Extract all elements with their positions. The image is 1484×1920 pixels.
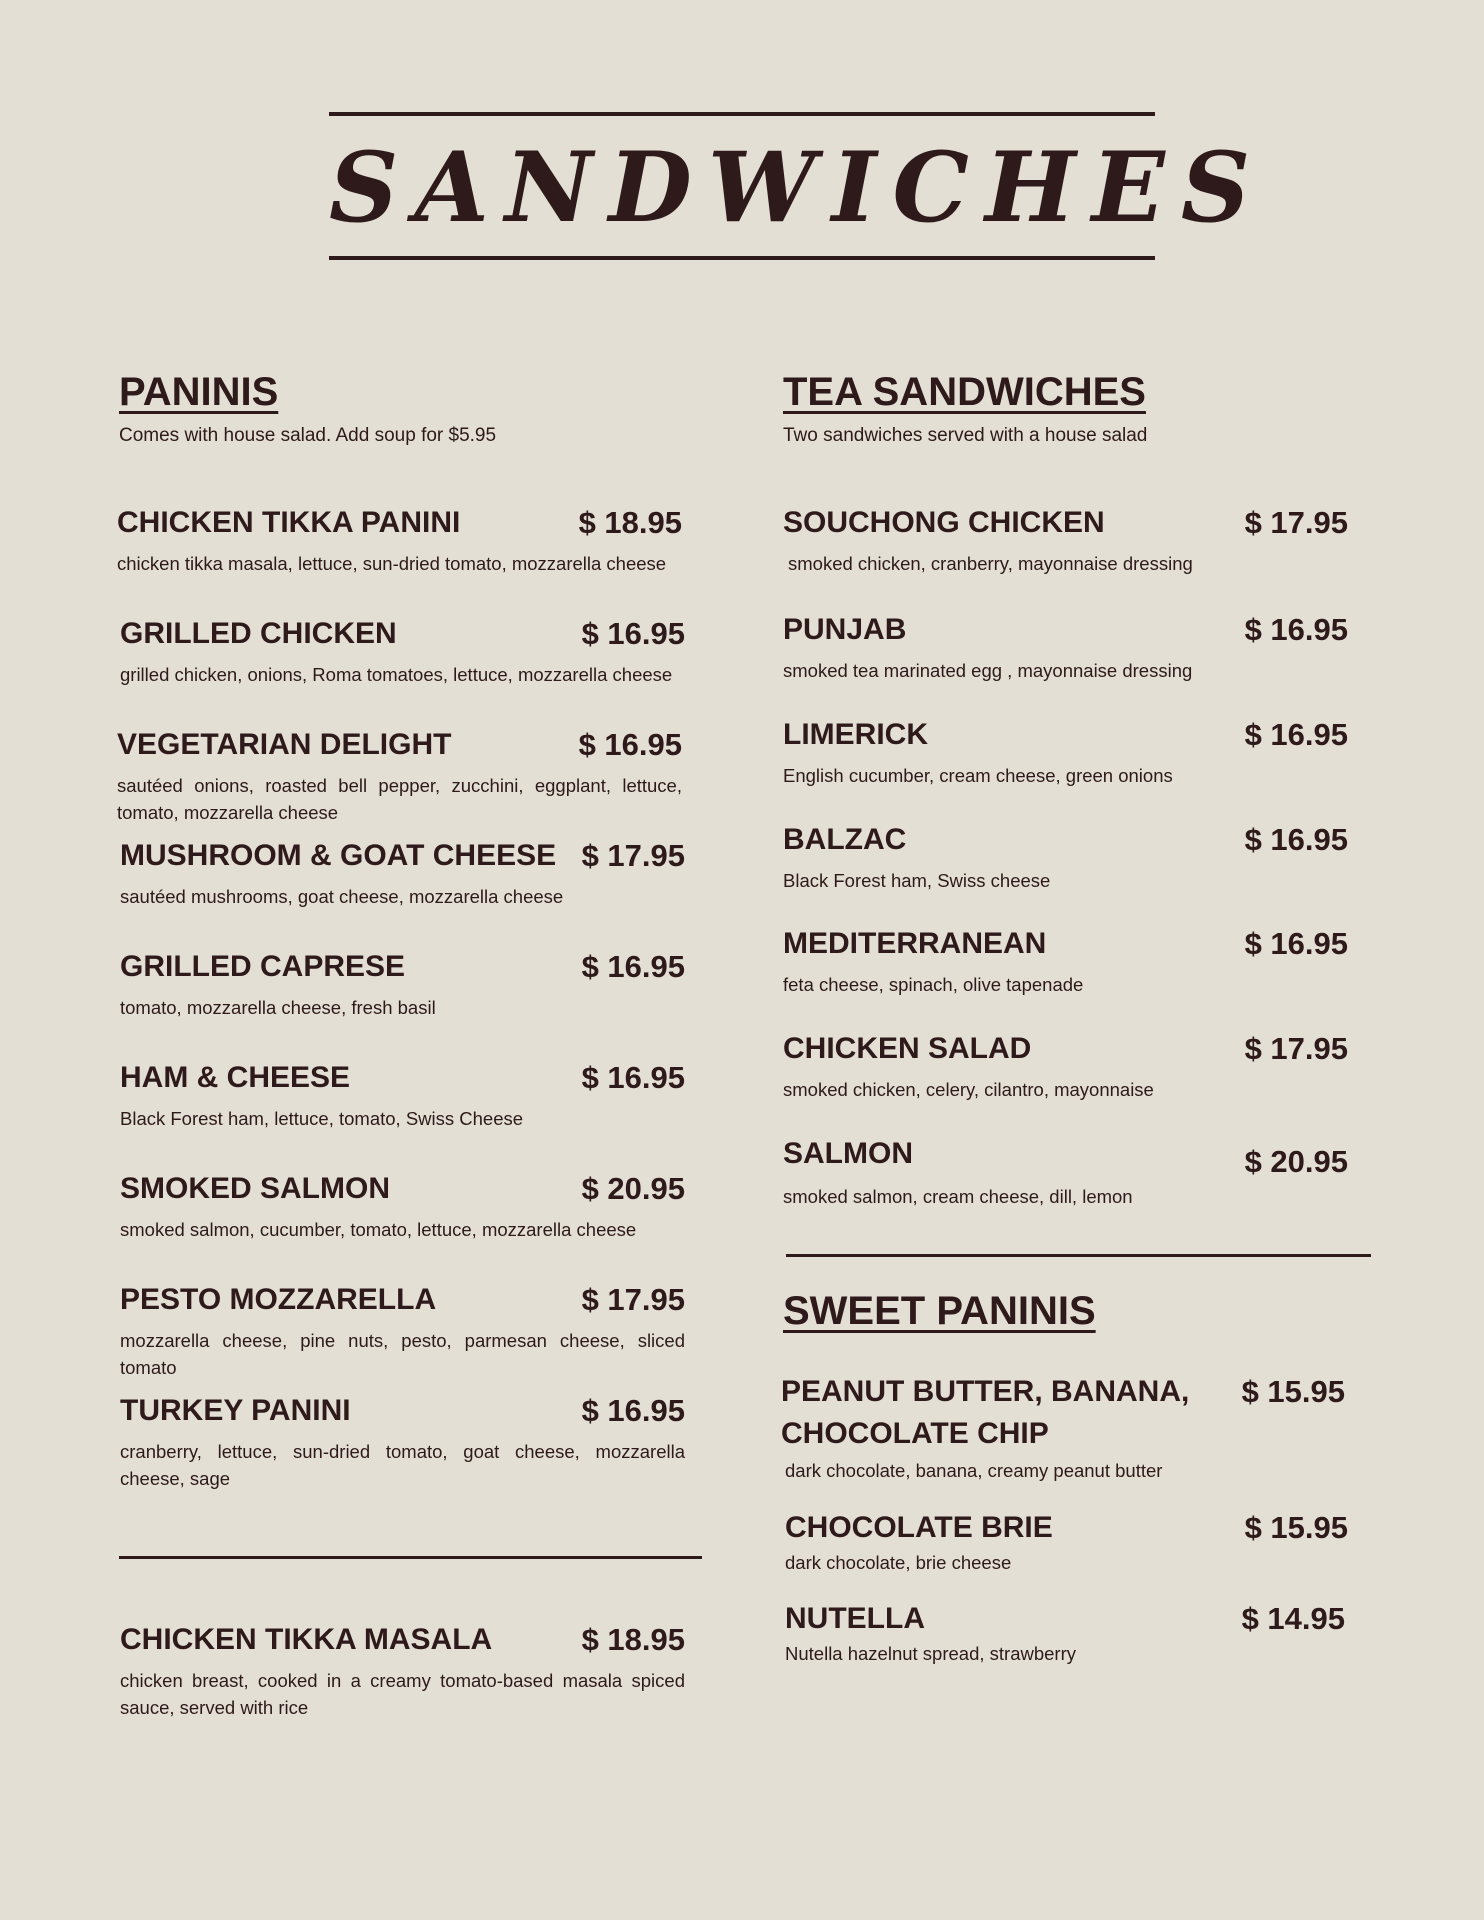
item-name: CHOCOLATE BRIE	[785, 1511, 1053, 1544]
section-title-paninis: PANINIS	[119, 370, 279, 414]
menu-item	[783, 1028, 1348, 1103]
paninis-section	[117, 0, 702, 1920]
item-price: $ 16.95	[581, 949, 685, 984]
item-name: MUSHROOM & GOAT CHEESE	[120, 839, 557, 872]
menu-item	[783, 609, 1348, 684]
item-name: LIMERICK	[783, 718, 928, 751]
item-desc: mozzarella cheese, pine nuts, pesto, parmesan cheese, sliced tomato	[120, 1330, 685, 1378]
item-desc: sautéed mushrooms, goat cheese, mozzarella cheese	[120, 886, 564, 907]
item-price: $ 17.95	[581, 1282, 685, 1317]
item-price: $ 16.95	[581, 1393, 685, 1428]
item-price: $ 16.95	[1244, 612, 1348, 647]
menu-item	[783, 1133, 1348, 1210]
item-price: $ 18.95	[578, 505, 682, 540]
tea-sandwiches-section	[783, 0, 1367, 1920]
section-title-tea-sandwiches: TEA SANDWICHES	[783, 370, 1146, 414]
item-price: $ 16.95	[581, 616, 685, 651]
menu-item	[783, 923, 1348, 998]
menu-item	[785, 1507, 1348, 1576]
item-price: $ 16.95	[1244, 926, 1348, 961]
item-name: BALZAC	[783, 823, 907, 856]
item-name: CHICKEN TIKKA MASALA	[120, 1623, 493, 1656]
item-price: $ 17.95	[1244, 505, 1348, 540]
item-desc: sautéed onions, roasted bell pepper, zucchini, eggplant, lettuce, tomato, mozzarella cheese	[117, 775, 682, 823]
item-name: GRILLED CHICKEN	[120, 617, 397, 650]
item-name: HAM & CHEESE	[120, 1061, 351, 1094]
item-name: SALMON	[783, 1137, 913, 1170]
menu-item	[120, 1619, 685, 1721]
menu-item	[781, 1371, 1345, 1484]
item-name: PUNJAB	[783, 613, 907, 646]
item-price: $ 16.95	[1244, 717, 1348, 752]
item-price: $ 16.95	[581, 1060, 685, 1095]
item-desc: grilled chicken, onions, Roma tomatoes, lettuce, mozzarella cheese	[120, 664, 673, 685]
menu-item	[783, 502, 1348, 577]
item-name: SMOKED SALMON	[120, 1172, 390, 1205]
menu-item	[783, 819, 1348, 894]
item-desc: Black Forest ham, Swiss cheese	[783, 870, 1051, 891]
item-price: $ 16.95	[1244, 822, 1348, 857]
item-name: TURKEY PANINI	[120, 1394, 351, 1427]
item-name: CHICKEN SALAD	[783, 1032, 1032, 1065]
menu-item	[120, 613, 685, 688]
menu-item	[117, 724, 682, 826]
item-desc: chicken tikka masala, lettuce, sun-dried tomato, mozzarella cheese	[117, 553, 667, 574]
item-desc: cranberry, lettuce, sun-dried tomato, goat cheese, mozzarella cheese, sage	[120, 1441, 685, 1489]
menu-item	[120, 1168, 685, 1243]
section-title-sweet-paninis: SWEET PANINIS	[783, 1289, 1096, 1333]
item-desc: smoked chicken, celery, cilantro, mayonnaise	[783, 1079, 1154, 1100]
menu-item	[783, 714, 1348, 789]
item-desc: smoked salmon, cream cheese, dill, lemon	[783, 1186, 1133, 1207]
item-name: SOUCHONG CHICKEN	[783, 506, 1105, 539]
divider	[119, 1556, 702, 1559]
item-desc: smoked salmon, cucumber, tomato, lettuce, mozzarella cheese	[120, 1219, 637, 1240]
item-desc: dark chocolate, banana, creamy peanut butter	[785, 1460, 1163, 1481]
menu-item	[785, 1598, 1345, 1667]
item-desc: dark chocolate, brie cheese	[785, 1552, 1012, 1573]
item-desc: Black Forest ham, lettuce, tomato, Swiss Cheese	[120, 1108, 524, 1129]
menu-item	[120, 946, 685, 1021]
menu-item	[120, 835, 685, 910]
section-note-tea-sandwiches: Two sandwiches served with a house salad	[783, 425, 1148, 446]
item-price: $ 14.95	[1241, 1601, 1345, 1636]
item-price: $ 16.95	[578, 727, 682, 762]
item-name: VEGETARIAN DELIGHT	[117, 728, 452, 761]
item-price: $ 15.95	[1241, 1374, 1345, 1409]
item-desc: smoked chicken, cranberry, mayonnaise dressing	[788, 553, 1193, 574]
item-price: $ 15.95	[1244, 1510, 1348, 1545]
item-name: PESTO MOZZARELLA	[120, 1283, 437, 1316]
item-desc: chicken breast, cooked in a creamy tomato-based masala spiced sauce, served with rice	[120, 1670, 685, 1718]
item-desc: feta cheese, spinach, olive tapenade	[783, 974, 1084, 995]
item-price: $ 18.95	[581, 1622, 685, 1657]
item-price: $ 20.95	[1244, 1144, 1348, 1179]
item-name: GRILLED CAPRESE	[120, 950, 406, 983]
item-price: $ 20.95	[581, 1171, 685, 1206]
item-desc: tomato, mozzarella cheese, fresh basil	[120, 997, 436, 1018]
item-name: MEDITERRANEAN	[783, 927, 1047, 960]
divider	[786, 1254, 1371, 1257]
page-title: SANDWICHES	[329, 131, 1267, 244]
menu-item	[117, 502, 682, 577]
item-price: $ 17.95	[581, 838, 685, 873]
item-name: CHICKEN TIKKA PANINI	[117, 506, 461, 539]
item-desc: smoked tea marinated egg , mayonnaise dressing	[783, 660, 1193, 681]
menu-item	[120, 1390, 685, 1492]
menu-item	[120, 1057, 685, 1132]
section-note-paninis: Comes with house salad. Add soup for $5.95	[119, 425, 497, 446]
item-desc: English cucumber, cream cheese, green onions	[783, 765, 1173, 786]
item-name: PEANUT BUTTER, BANANA, CHOCOLATE CHIP	[781, 1375, 1190, 1450]
menu-item	[120, 1279, 685, 1381]
item-desc: Nutella hazelnut spread, strawberry	[785, 1643, 1077, 1664]
item-price: $ 17.95	[1244, 1031, 1348, 1066]
item-name: NUTELLA	[785, 1602, 925, 1635]
